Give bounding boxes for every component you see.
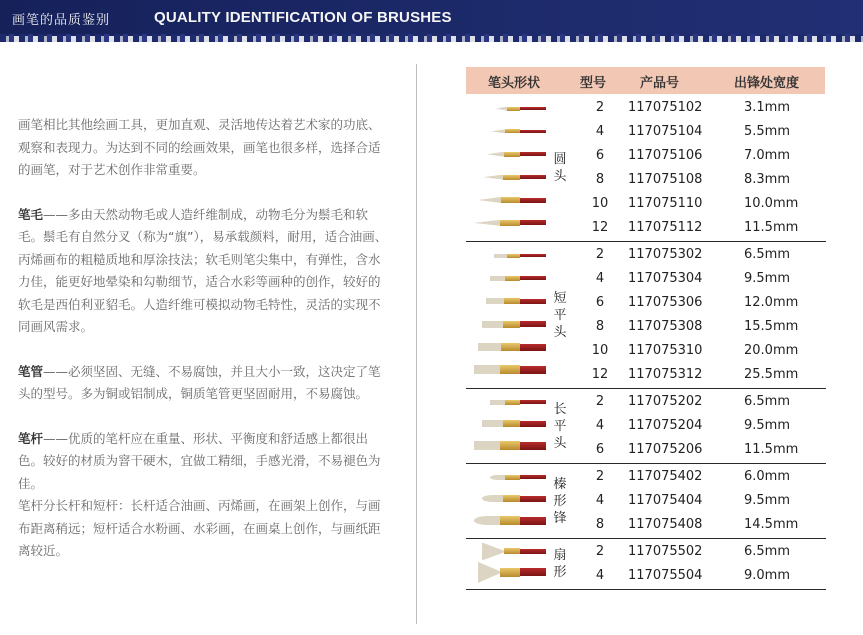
brush-image	[482, 495, 546, 502]
table-row	[0, 267, 863, 291]
code-cell: 117075202	[628, 394, 703, 409]
table-row	[0, 243, 863, 267]
table-row	[0, 363, 863, 387]
header-code: 产品号	[640, 76, 680, 91]
header-width: 出锋处宽度	[734, 76, 800, 91]
code-cell: 117075102	[628, 100, 703, 115]
brush-image	[474, 441, 546, 450]
size-cell: 6	[595, 148, 605, 163]
brush-image	[496, 107, 546, 111]
bristle-term: 笔毛	[18, 206, 44, 222]
brush-image	[478, 197, 546, 203]
brush-image	[487, 152, 546, 157]
code-cell: 117075302	[628, 247, 703, 262]
code-cell: 117075310	[628, 343, 703, 358]
table-row	[0, 120, 863, 144]
table-row	[0, 564, 863, 588]
size-cell: 6	[595, 295, 605, 310]
width-cell: 14.5mm	[744, 517, 799, 532]
width-cell: 11.5mm	[744, 220, 799, 235]
width-cell: 9.0mm	[744, 568, 791, 583]
table-row	[0, 438, 863, 462]
size-cell: 2	[595, 544, 605, 559]
width-cell: 15.5mm	[744, 319, 799, 334]
table-row	[0, 168, 863, 192]
table-row	[0, 216, 863, 240]
width-cell: 12.0mm	[744, 295, 799, 310]
shape-label: 长平头	[553, 401, 567, 451]
size-cell: 4	[595, 493, 605, 508]
width-cell: 25.5mm	[744, 367, 799, 382]
brush-image	[483, 175, 546, 180]
code-cell: 117075108	[628, 172, 703, 187]
header-title-en: QUALITY IDENTIFICATION OF BRUSHES	[154, 9, 452, 26]
code-cell: 117075502	[628, 544, 703, 559]
size-cell: 2	[595, 394, 605, 409]
handle-term: 笔杆	[18, 430, 44, 446]
size-cell: 4	[595, 124, 605, 139]
code-cell: 117075408	[628, 517, 703, 532]
code-cell: 117075312	[628, 367, 703, 382]
intro-paragraph: 画笔相比其他绘画工具，更加直观、灵活地传达着艺术家的功底、观察和表现力。为达到不同的绘画效果，画笔也很多样，选择合适的画笔，对于艺术创作非常重要。	[18, 117, 381, 177]
table-row	[0, 489, 863, 513]
width-cell: 9.5mm	[744, 271, 791, 286]
size-cell: 2	[595, 247, 605, 262]
code-cell: 117075204	[628, 418, 703, 433]
size-cell: 4	[595, 271, 605, 286]
brush-image	[474, 220, 546, 226]
shape-label: 扇形	[553, 548, 567, 580]
table-row	[0, 315, 863, 339]
table-row	[0, 513, 863, 537]
width-cell: 3.1mm	[744, 100, 791, 115]
code-cell: 117075504	[628, 568, 703, 583]
brush-illustration	[470, 540, 546, 588]
table-row	[0, 414, 863, 438]
size-cell: 12	[591, 220, 609, 235]
code-cell: 117075402	[628, 469, 703, 484]
brush-image	[482, 321, 546, 328]
size-cell: 8	[595, 517, 605, 532]
code-cell: 117075304	[628, 271, 703, 286]
width-cell: 6.0mm	[744, 469, 791, 484]
brush-image	[478, 343, 546, 351]
group-separator	[466, 589, 826, 590]
brush-image	[491, 129, 546, 133]
header-title-cn: 画笔的品质鉴别	[12, 13, 111, 28]
header-shape: 笔头形状	[488, 76, 541, 91]
bristle-text: ——多由天然动物毛或人造纤维制成，动物毛分为鬃毛和软毛。鬃毛有自然分叉（称为“旗”），易承载颜料，耐用，适合油画、丙烯画布的粗糙质地和厚涂技法；软毛则笔尖集中，有弹性，含水力佳，能更好地晕染和勾勒细节，适合水彩等画种的创作，较好的软毛是西伯利亚貂毛。人造纤维可模拟动物毛特性，灵活的实现不同画风需求。	[18, 206, 388, 334]
ferrule-text: ——必须坚固、无缝、不易腐蚀，并且大小一致，这决定了笔头的型号。多为铜或铝制成，铜质笔管更坚固耐用，不易腐蚀。	[18, 363, 381, 401]
code-cell: 117075110	[628, 196, 703, 211]
brush-illustration	[470, 390, 546, 462]
size-cell: 2	[595, 100, 605, 115]
shape-label: 榛形锋	[553, 476, 567, 526]
brush-illustration	[470, 465, 546, 537]
table-row	[0, 339, 863, 363]
brush-image	[490, 475, 546, 480]
ferrule-term: 笔管	[18, 363, 44, 379]
brush-image	[474, 365, 546, 374]
size-cell: 12	[591, 367, 609, 382]
group-separator	[466, 388, 826, 389]
handle-note: 笔杆分长杆和短杆：长杆适合油画、丙烯画，在画架上创作，与画布距离稍远；短杆适合水粉画、水彩画，在画桌上创作，与画纸距离较近。	[18, 498, 381, 558]
shape-label: 短平头	[553, 290, 567, 340]
group-separator	[466, 538, 826, 539]
brush-illustration	[470, 96, 546, 240]
brush-image	[482, 420, 546, 427]
size-cell: 2	[595, 469, 605, 484]
size-cell: 10	[591, 196, 609, 211]
width-cell: 7.0mm	[744, 148, 791, 163]
width-cell: 6.5mm	[744, 394, 791, 409]
code-cell: 117075106	[628, 148, 703, 163]
width-cell: 9.5mm	[744, 418, 791, 433]
table-row	[0, 144, 863, 168]
table-row	[0, 540, 863, 564]
brush-image	[474, 516, 546, 525]
width-cell: 11.5mm	[744, 442, 799, 457]
code-cell: 117075104	[628, 124, 703, 139]
size-cell: 8	[595, 172, 605, 187]
page-header	[0, 0, 863, 36]
size-cell: 8	[595, 319, 605, 334]
handle-text: ——优质的笔杆应在重量、形状、平衡度和舒适感上都很出色。较好的材质为窨干硬木，宜做工精细，手感光滑，不易褪色为佳。	[18, 430, 381, 491]
code-cell: 117075206	[628, 442, 703, 457]
table-row	[0, 96, 863, 120]
width-cell: 8.3mm	[744, 172, 791, 187]
table-row	[0, 390, 863, 414]
group-separator	[466, 463, 826, 464]
table-row	[0, 465, 863, 489]
size-cell: 4	[595, 568, 605, 583]
brush-image	[490, 400, 546, 405]
size-cell: 6	[595, 442, 605, 457]
width-cell: 20.0mm	[744, 343, 799, 358]
brush-image	[494, 254, 546, 258]
size-cell: 4	[595, 418, 605, 433]
width-cell: 9.5mm	[744, 493, 791, 508]
table-row	[0, 291, 863, 315]
brush-image	[486, 298, 546, 304]
table-row	[0, 192, 863, 216]
brush-illustration	[470, 243, 546, 387]
width-cell: 10.0mm	[744, 196, 799, 211]
header-size: 型号	[580, 76, 607, 91]
brush-image	[478, 568, 546, 577]
code-cell: 117075112	[628, 220, 703, 235]
code-cell: 117075306	[628, 295, 703, 310]
brush-image	[482, 548, 546, 554]
width-cell: 5.5mm	[744, 124, 791, 139]
code-cell: 117075404	[628, 493, 703, 508]
code-cell: 117075308	[628, 319, 703, 334]
table-header	[466, 67, 825, 94]
width-cell: 6.5mm	[744, 247, 791, 262]
group-separator	[466, 241, 826, 242]
width-cell: 6.5mm	[744, 544, 791, 559]
size-cell: 10	[591, 343, 609, 358]
brush-image	[490, 276, 546, 281]
shape-label: 圆头	[553, 152, 567, 184]
